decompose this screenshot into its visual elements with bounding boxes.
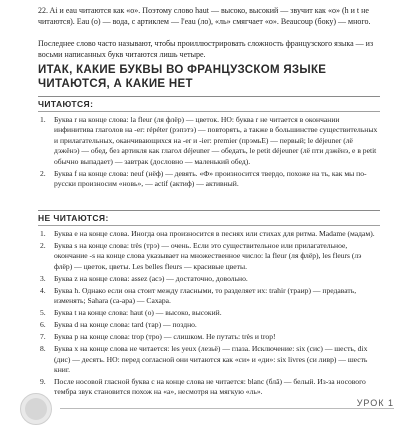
unreadable-item-text: После носовой гласной буква c на конце слова не читается: blanc (блã) — белый. Из-за носового тембра звук становится похож на «а», несмотря на мягкую «ль». (54, 377, 366, 397)
readable-item-text: Буква r на конце слова: la fleur (ля флёр) — цветок. НО: буква r не читается в окончании инфинитива глаголов на -er: répéter (рэпэтэ) — повторять, а также в большинстве существительных и прилагательных, оканчивающихся на -er и -ier: premier (прэмьЕ) — первый; le déjeuner (лё дэжёнэ) — обед, без артикля как глагол déjeuner — обедать, le petit déjeuner (лё пти дэжёнэ, e в petit обычно выпадает) — завтрак (дословно — маленький обед). (54, 115, 378, 166)
intro-paragraph: Последнее слово часто называют, чтобы проиллюстрировать сложность французского языка — из восьми написанных букв читаются лишь четыре. (38, 39, 374, 59)
unreadable-item-number: 1. (40, 229, 46, 238)
unreadable-item-number: 5. (40, 308, 46, 318)
unreadable-item-number: 4. (40, 285, 46, 295)
readable-item-text: Буква f на конце слова: neuf (нёф) — девять. «Ф» произносится твердо, похоже на ть, как мы по-русски произносим «новь», — actif (актиф) — активный. (54, 168, 367, 189)
readable-top-rule (38, 96, 380, 97)
readable-item (38, 169, 380, 190)
unreadable-item-number: 2. (40, 241, 46, 250)
unreadable-item-number: 7. (40, 332, 46, 342)
page-number-badge-inner (25, 398, 47, 420)
unreadable-item (38, 229, 380, 239)
intro-item-22: 22. Ai и eau читаются как «о». Поэтому слово haut — высоко, высокий — звучит как «о» (h и t не читаются). Eau (о) — вода, с артиклем — l'eau (ло), «ль» смягчает «о». Beaucoup (боку) — много. (38, 6, 371, 26)
page-number-badge (20, 393, 52, 425)
unreadable-bottom-rule (38, 225, 380, 226)
unreadable-item-text: Буква s на конце слова: très (трэ) — очень. Если это существительное или прилагательное, окончание -s на конце слова указывает на множественное число: la fleur (ля флёр), les fleurs (лэ флёр) — цветок, цветы. Les belles fleurs — красивые цветы. (54, 241, 362, 271)
unreadable-item-number: 6. (40, 320, 46, 330)
lesson-label: УРОК 1 (356, 398, 394, 408)
unreadable-list (38, 229, 380, 399)
unreadable-top-rule (38, 210, 380, 211)
readable-item-number: 1. (40, 115, 46, 124)
unreadable-item-number: 3. (40, 273, 46, 283)
footer-rule (60, 408, 394, 409)
unreadable-item-text: Буква e на конце слова. Иногда она произносится в песнях или стихах для ритма. Madame (мадам). (54, 229, 375, 238)
readable-title: ЧИТАЮТСЯ: (38, 99, 94, 109)
unreadable-title: НЕ ЧИТАЮТСЯ: (38, 213, 109, 223)
unreadable-item (38, 286, 380, 307)
unreadable-item-text: Буква z на конце слова: assez (асэ) — достаточно, довольно. (54, 273, 248, 283)
unreadable-item-number: 8. (40, 344, 46, 354)
unreadable-item (38, 344, 380, 375)
readable-bottom-rule (38, 111, 380, 112)
unreadable-item-text: Буква p на конце слова: trop (тро) — слишком. Не путать: très и trop! (54, 332, 276, 342)
readable-list (38, 115, 380, 191)
readable-item-number: 2. (40, 168, 46, 178)
unreadable-item (38, 308, 380, 318)
unreadable-item (38, 320, 380, 330)
readable-item (38, 115, 380, 167)
unreadable-item-number: 9. (40, 377, 46, 387)
unreadable-item (38, 241, 380, 272)
unreadable-item (38, 274, 380, 284)
unreadable-item-text: Буква t на конце слова: haut (о) — высоко, высокий. (54, 308, 222, 318)
unreadable-item-text: Буква h. Однако если она стоит между гласными, то разделяет их: trahir (траир) — предавать, изменять; Sahara (са-ара) — Сахара. (54, 285, 357, 306)
unreadable-item (38, 332, 380, 342)
unreadable-item-text: Буква x на конце слова не читается: les yeux (лезьё) — глаза. Исключение: six (сис) — шесть, dix (дис) — десять. НО: перед согласной они читаются как «си» и «ди»: six livres (си ливр) — шесть книг. (54, 344, 368, 375)
section-heading: ИТАК, КАКИЕ БУКВЫ ВО ФРАНЦУЗСКОМ ЯЗЫКЕ ЧИТАЮТСЯ, А КАКИЕ НЕТ (38, 64, 327, 90)
unreadable-item (38, 377, 380, 398)
unreadable-item-text: Буква d на конце слова: tard (тар) — поздно. (54, 320, 197, 330)
